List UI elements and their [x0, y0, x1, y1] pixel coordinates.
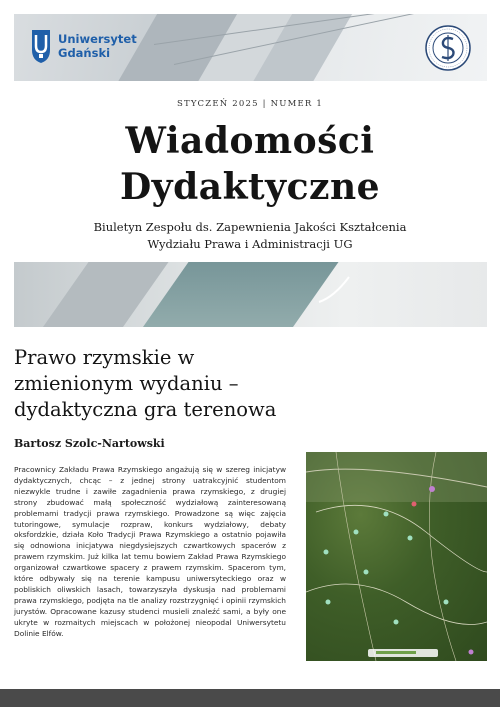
- title-line2: Dydaktyczne: [119, 166, 381, 208]
- subtitle-line1: Biuletyn Zespołu ds. Zapewnienia Jakości Kształcenia: [93, 220, 407, 234]
- subtitle-line2: Wydziału Prawa i Administracji UG: [147, 237, 353, 251]
- article-body: Pracownicy Zakładu Prawa Rzymskiego angażują się w szereg inicjatyw dydaktycznych, chcąc – z jednej strony uatrakcyjnić studentom niezwykle trudne i zawiłe zagadnienia prawa rzymskiego, z drugiej strony zbudować małą społeczność wydziałową zainteresowaną problemami tradycji prawa rzymskiego. Prowadzone są więc zajęcia tutoringowe, symulacje rozpraw, konkurs wydziałowy, debaty oksfordzkie, działa Koło Tradycji Prawa Rzymskiego a ostatnio pojawiła się odnowiona inicjatywa niegdysiejszych czwartkowych spacerów z prawem rzymskim. Już kilka lat temu bowiem Zakład Prawa Rzymskiego organizował czwartkowe spacery z prawem rzymskim. Spacerom tym, które odbywały się na terenie kampusu uniwersyteckiego oraz w pobliskich oliwskich lasach, towarzyszyła dyskusja nad problemami prawa rzymskiego, podjęta na tle analizy rozstrzygnięć i opinii rzymskich jurystów. Opracowane kazusy studenci musieli znaleźć sami, a były one ukryte w rozmaitych miejscach w położonej nieopodal Uniwersytetu Dolinie Elfów.: [14, 465, 286, 638]
- logo-line1: Uniwersytet: [58, 32, 137, 46]
- footer-bar: [0, 689, 500, 707]
- architecture-banner-image: [14, 262, 487, 327]
- article-title: Prawo rzymskie w zmienionym wydaniu – dydaktyczna gra terenowa: [14, 346, 277, 421]
- university-logo[interactable]: [30, 28, 137, 64]
- issue-line: STYCZEŃ 2025 | NUMER 1: [176, 99, 324, 109]
- article-author: Bartosz Szolc-Nartowski: [14, 437, 165, 450]
- title-line1: Wiadomości: [125, 120, 375, 162]
- university-shield-icon: [30, 28, 52, 64]
- newsletter-title: [0, 118, 500, 210]
- logo-line2: Gdański: [58, 46, 111, 60]
- forest-map-image: [306, 452, 487, 661]
- faculty-seal-icon: [424, 24, 472, 72]
- newsletter-subtitle: [0, 219, 500, 253]
